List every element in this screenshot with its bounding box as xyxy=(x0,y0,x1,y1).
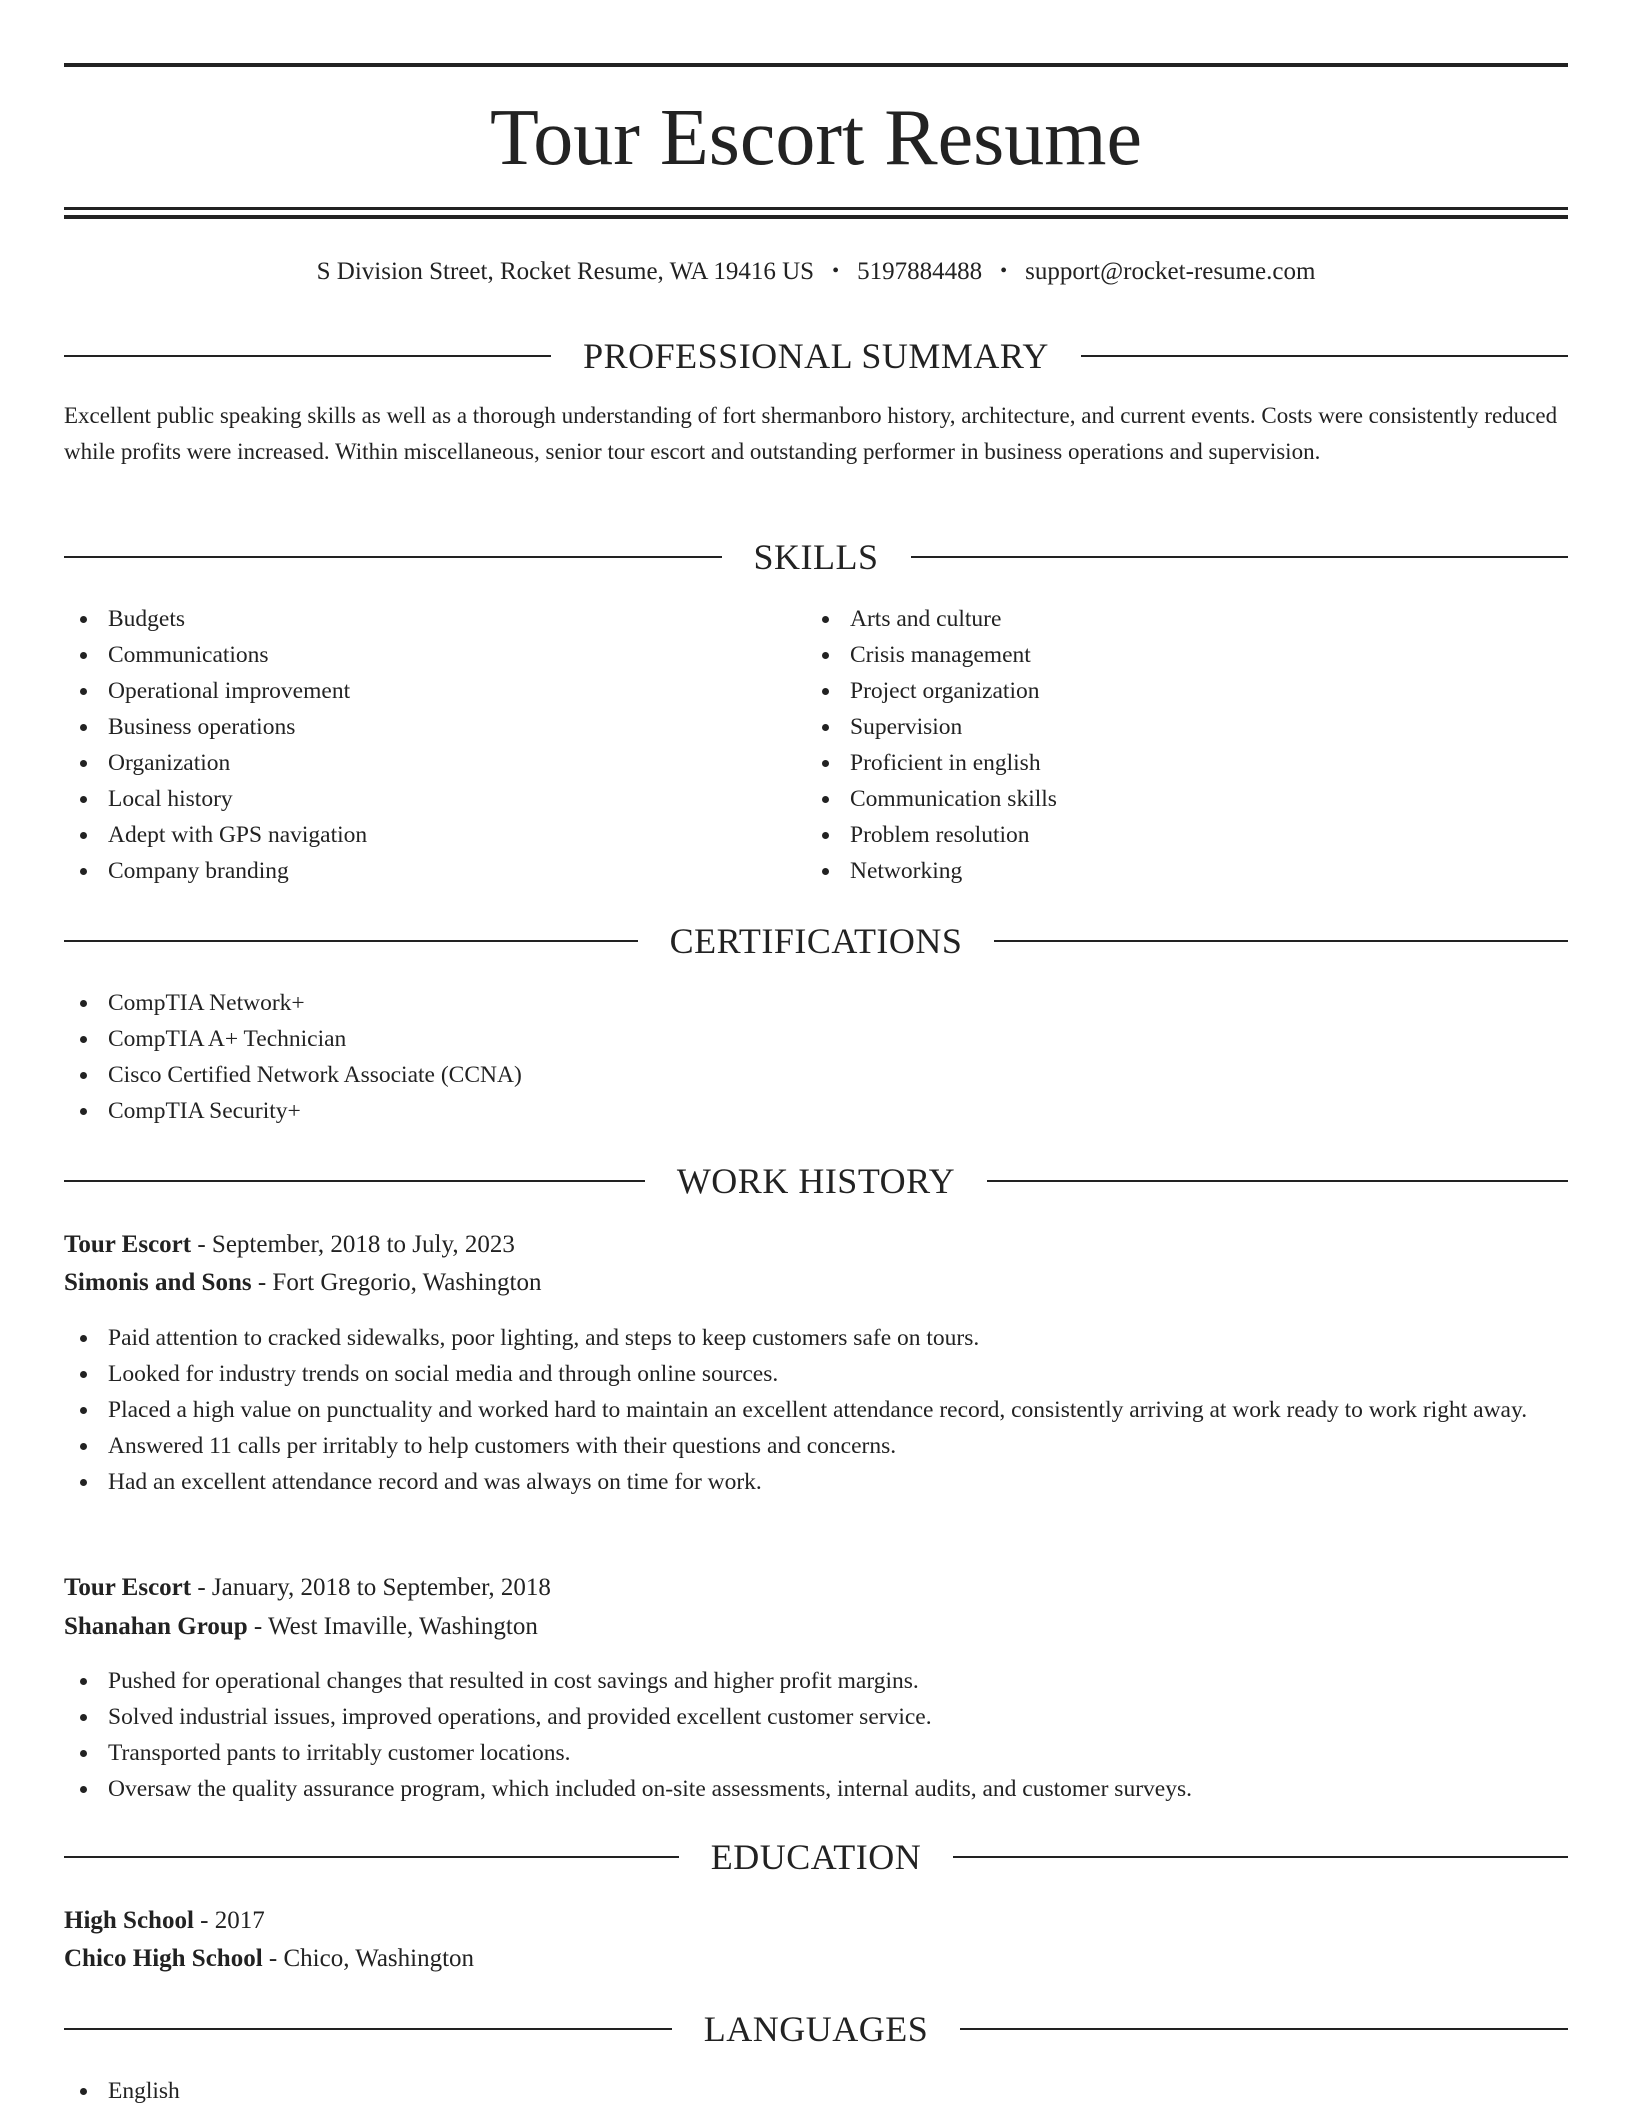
contact-address: S Division Street, Rocket Resume, WA 19416 US xyxy=(316,258,815,285)
skill-item: Project organization xyxy=(806,673,1546,709)
skill-item: Adept with GPS navigation xyxy=(64,817,804,853)
resume-title: Tour Escort Resume xyxy=(489,94,1143,182)
language-item: English xyxy=(64,2073,1568,2109)
section-heading-skills xyxy=(64,535,1568,579)
section-heading-certifications xyxy=(64,919,1568,963)
section-heading-education xyxy=(64,1835,1568,1879)
section-rule xyxy=(1081,355,1568,357)
section-title: PROFESSIONAL SUMMARY xyxy=(583,336,1049,376)
job-duties-list xyxy=(64,1663,1568,1807)
section-rule xyxy=(64,2028,672,2030)
job-company: Simonis and Sons xyxy=(64,1269,252,1296)
skill-item: Budgets xyxy=(64,601,804,637)
section-title: WORK HISTORY xyxy=(676,1161,956,1201)
section-title: CERTIFICATIONS xyxy=(669,921,963,961)
section-rule xyxy=(960,2028,1568,2030)
job-duty-item: Pushed for operational changes that resulted in cost savings and higher profit margins. xyxy=(64,1663,1568,1699)
job-title-line xyxy=(64,1569,1568,1607)
job-duty-item: Answered 11 calls per irritably to help customers with their questions and concerns. xyxy=(64,1428,1568,1464)
skill-item: Organization xyxy=(64,745,804,781)
certification-item: Cisco Certified Network Associate (CCNA) xyxy=(64,1057,1568,1093)
education-degree-line xyxy=(64,1902,1568,1940)
section-rule xyxy=(911,556,1569,558)
skill-item: Crisis management xyxy=(806,637,1546,673)
skill-item: Company branding xyxy=(64,853,804,889)
section-rule xyxy=(994,940,1568,942)
skills-list-left xyxy=(64,601,804,889)
job-duty-item: Placed a high value on punctuality and worked hard to maintain an excellent attendance record, consistently arriving at work ready to work right away. xyxy=(64,1392,1568,1428)
section-rule xyxy=(64,940,638,942)
job-dates: - January, 2018 to September, 2018 xyxy=(191,1574,551,1601)
section-heading-work-history xyxy=(64,1159,1568,1203)
job-duty-item: Transported pants to irritably customer locations. xyxy=(64,1735,1568,1771)
job-company-line xyxy=(64,1608,1568,1646)
job-duty-item: Paid attention to cracked sidewalks, poor lighting, and steps to keep customers safe on tours. xyxy=(64,1320,1568,1356)
skill-item: Arts and culture xyxy=(806,601,1546,637)
job-title-line xyxy=(64,1226,1568,1264)
education-school: Chico High School xyxy=(64,1945,263,1972)
section-rule xyxy=(987,1180,1568,1182)
job-company-line xyxy=(64,1264,1568,1302)
skill-item: Communication skills xyxy=(806,781,1546,817)
skill-item: Supervision xyxy=(806,709,1546,745)
languages-list xyxy=(64,2073,1568,2109)
section-rule xyxy=(64,355,551,357)
section-rule xyxy=(953,1856,1568,1858)
skill-item: Proficient in english xyxy=(806,745,1546,781)
education-year: - 2017 xyxy=(193,1907,265,1934)
contact-separator: • xyxy=(832,260,840,282)
job-duty-item: Looked for industry trends on social media and through online sources. xyxy=(64,1356,1568,1392)
contact-line xyxy=(64,255,1568,290)
certification-item: CompTIA A+ Technician xyxy=(64,1021,1568,1057)
job-duty-item: Had an excellent attendance record and was always on time for work. xyxy=(64,1464,1568,1500)
job-location: - Fort Gregorio, Washington xyxy=(251,1269,542,1296)
job-duty-item: Solved industrial issues, improved operations, and provided excellent customer service. xyxy=(64,1699,1568,1735)
section-title: LANGUAGES xyxy=(703,2009,929,2049)
section-title: EDUCATION xyxy=(710,1837,922,1877)
skill-item: Operational improvement xyxy=(64,673,804,709)
section-heading-languages xyxy=(64,2007,1568,2051)
section-heading-summary xyxy=(64,334,1568,378)
job-location: - West Imaville, Washington xyxy=(247,1613,538,1640)
job-title: Tour Escort xyxy=(64,1231,192,1258)
skill-item: Communications xyxy=(64,637,804,673)
section-rule xyxy=(64,1856,679,1858)
section-title: SKILLS xyxy=(753,537,879,577)
job-duties-list xyxy=(64,1320,1568,1500)
job-duty-item: Oversaw the quality assurance program, which included on-site assessments, internal audits, and customer surveys. xyxy=(64,1771,1568,1807)
education-school-line xyxy=(64,1940,1568,1978)
contact-phone: 5197884488 xyxy=(857,258,983,285)
contact-separator: • xyxy=(1000,260,1008,282)
contact-email: support@rocket-resume.com xyxy=(1025,258,1316,285)
education-location: - Chico, Washington xyxy=(262,1945,475,1972)
job-dates: - September, 2018 to July, 2023 xyxy=(191,1231,515,1258)
section-rule xyxy=(64,1180,645,1182)
title-rule-lower xyxy=(64,215,1568,219)
skill-item: Business operations xyxy=(64,709,804,745)
education-degree: High School xyxy=(64,1907,194,1934)
job-title: Tour Escort xyxy=(64,1574,192,1601)
certification-item: CompTIA Network+ xyxy=(64,985,1568,1021)
title-rule-upper xyxy=(64,207,1568,210)
certification-item: CompTIA Security+ xyxy=(64,1093,1568,1129)
job-company: Shanahan Group xyxy=(64,1613,248,1640)
skill-item: Problem resolution xyxy=(806,817,1546,853)
top-rule xyxy=(64,63,1568,67)
skill-item: Local history xyxy=(64,781,804,817)
certifications-list xyxy=(64,985,1568,1129)
skills-list-right xyxy=(806,601,1546,889)
skill-item: Networking xyxy=(806,853,1546,889)
summary-text: Excellent public speaking skills as well as a thorough understanding of fort shermanboro history, architecture, and current events. Costs were consistently reduced while profits were increased. Within miscellaneous, senior tour escort and outstanding performer in business operations and supervision. xyxy=(64,403,1558,464)
section-rule xyxy=(64,556,722,558)
